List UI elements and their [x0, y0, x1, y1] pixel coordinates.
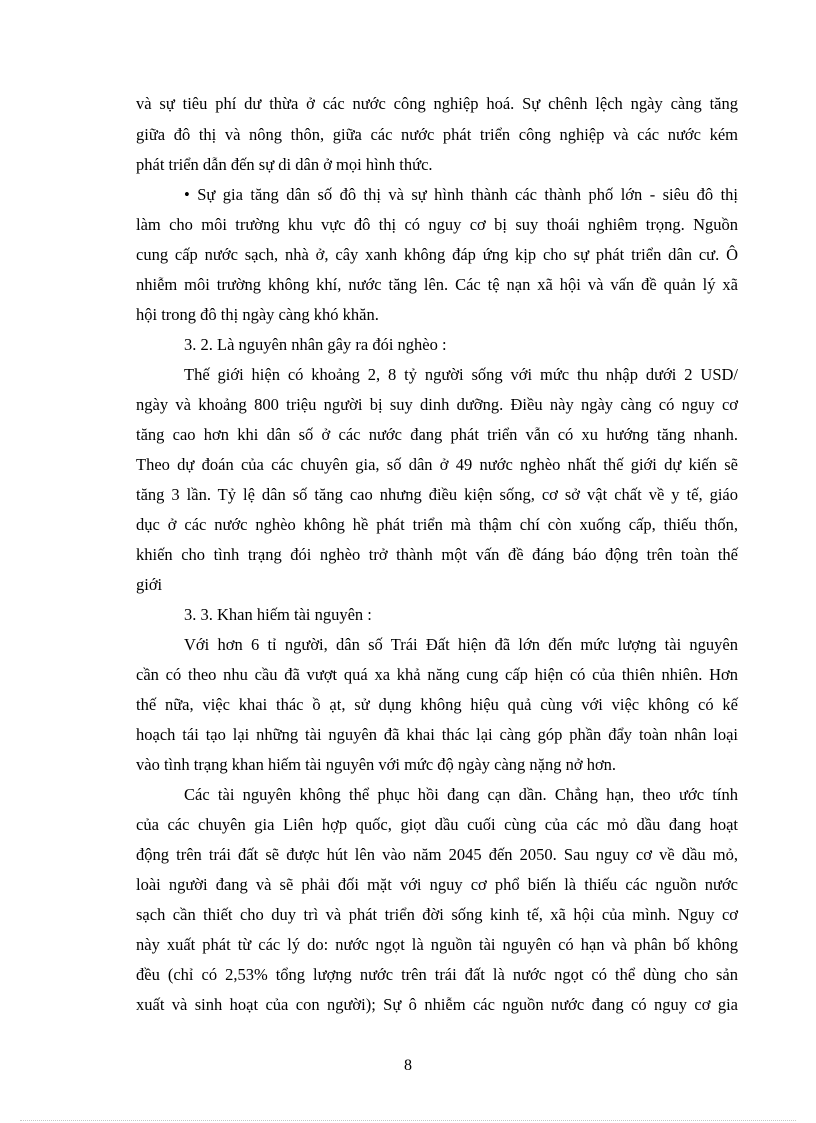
paragraph-line: thế nữa, việc khai thác ồ ạt, sử dụng không hiệu quả cùng với việc không có kế: [136, 695, 738, 714]
paragraph-line: Các tài nguyên không thể phục hồi đang cạn dần. Chẳng hạn, theo ước tính: [184, 785, 738, 804]
paragraph-line: làm cho môi trường khu vực đô thị có nguy cơ bị suy thoái nghiêm trọng. Nguồn: [136, 215, 738, 234]
paragraph-line: xuất và sinh hoạt của con người); Sự ô nhiễm các nguồn nước đang có nguy cơ gia: [136, 995, 738, 1014]
paragraph-line: dục ở các nước nghèo không hề phát triển mà thậm chí còn xuống cấp, thiếu thốn,: [136, 515, 738, 534]
section-heading: 3. 2. Là nguyên nhân gây ra đói nghèo :: [184, 335, 447, 354]
paragraph-line: giới: [136, 575, 163, 594]
paragraph-line: Với hơn 6 tỉ người, dân số Trái Đất hiện đã lớn đến mức lượng tài nguyên: [184, 635, 738, 654]
paragraph-line: động trên trái đất sẽ được hút lên vào năm 2045 đến 2050. Sau nguy cơ về dầu mỏ,: [136, 845, 738, 864]
paragraph-line: giữa đô thị và nông thôn, giữa các nước phát triển công nghiệp và các nước kém: [136, 125, 738, 144]
bullet-line: • Sự gia tăng dân số đô thị và sự hình thành các thành phố lớn - siêu đô thị: [184, 185, 738, 204]
paragraph-line: nhiễm môi trường không khí, nước tăng lên. Các tệ nạn xã hội và vấn đề quản lý xã: [136, 275, 738, 294]
page-number: 8: [404, 1057, 412, 1074]
section-heading: 3. 3. Khan hiếm tài nguyên :: [184, 605, 372, 624]
paragraph-line: Theo dự đoán của các chuyên gia, số dân ở 49 nước nghèo nhất thế giới dự kiến sẽ: [136, 455, 738, 474]
paragraph-line: ngày và khoảng 800 triệu người bị suy dinh dưỡng. Điều này ngày càng có nguy cơ: [136, 395, 738, 414]
paragraph-line: loài người đang và sẽ phải đối mặt với nguy cơ phổ biến là thiếu các nguồn nước: [136, 875, 738, 894]
paragraph-line: này xuất phát từ các lý do: nước ngọt là nguồn tài nguyên có hạn và phân bố không: [136, 935, 738, 954]
paragraph-line: phát triển dẫn đến sự di dân ở mọi hình thức.: [136, 155, 433, 174]
paragraph-line: đều (chỉ có 2,53% tổng lượng nước trên trái đất là nước ngọt có thể dùng cho sản: [136, 965, 738, 984]
paragraph-line: của các chuyên gia Liên hợp quốc, giọt dầu cuối cùng của các mỏ dầu đang hoạt: [136, 815, 738, 834]
paragraph-line: Thế giới hiện có khoảng 2, 8 tỷ người sống với mức thu nhập dưới 2 USD/: [184, 365, 738, 384]
paragraph-line: tăng 3 lần. Tỷ lệ dân số tăng cao nhưng điều kiện sống, cơ sở vật chất về y tế, giáo: [136, 485, 738, 504]
paragraph-line: cần có theo nhu cầu đã vượt quá xa khả năng cung cấp hiện có của thiên nhiên. Hơn: [136, 665, 738, 684]
paragraph-line: tăng cao hơn khi dân số ở các nước đang phát triển vẫn có xu hướng tăng nhanh.: [136, 425, 738, 444]
paragraph-line: cung cấp nước sạch, nhà ở, cây xanh không đáp ứng kịp cho sự phát triển dân cư. Ô: [136, 245, 738, 264]
paragraph-line: vào tình trạng khan hiếm tài nguyên với mức độ ngày càng nặng nở hơn.: [136, 755, 617, 774]
paragraph-line: và sự tiêu phí dư thừa ở các nước công nghiệp hoá. Sự chênh lệch ngày càng tăng: [136, 94, 738, 113]
page-bottom-divider: [20, 1120, 796, 1121]
paragraph-line: hoạch tái tạo lại những tài nguyên đã khai thác lại càng góp phần đẩy toàn nhân loại: [136, 725, 738, 744]
paragraph-line: sạch cần thiết cho duy trì và phát triển đời sống kinh tế, xã hội của mình. Nguy cơ: [136, 905, 738, 924]
paragraph-line: hội trong đô thị ngày càng khó khăn.: [136, 305, 379, 324]
paragraph-line: khiến cho tình trạng đói nghèo trở thành một vấn đề đáng báo động trên toàn thế: [136, 545, 738, 564]
